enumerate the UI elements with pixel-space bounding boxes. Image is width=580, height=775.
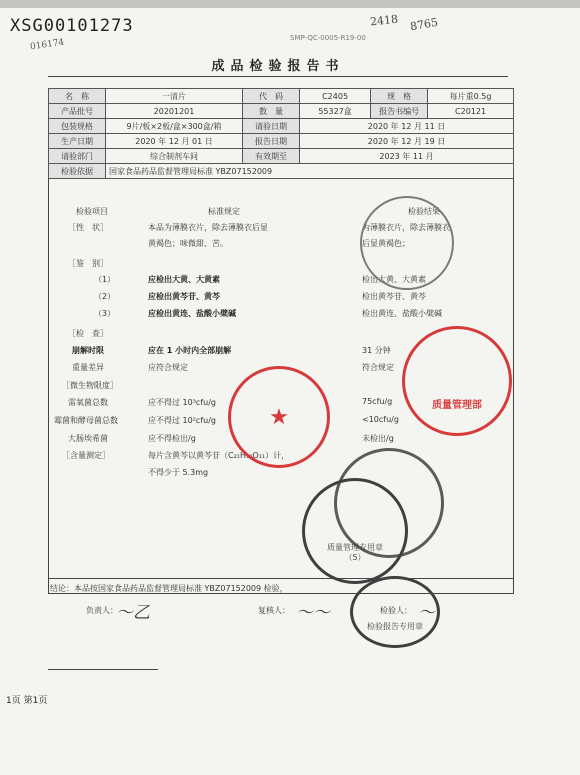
inspector-label: 检验人： bbox=[380, 606, 412, 615]
dept-value: 综合制剂车间 bbox=[106, 149, 243, 164]
footer-divider bbox=[48, 669, 158, 670]
prod-date-label: 生产日期 bbox=[49, 134, 106, 149]
disint-label: 崩解时限 bbox=[72, 346, 104, 355]
ecoli-res: 未检出/g bbox=[362, 434, 394, 443]
conclusion-line: 结论：本品按国家食品药品监督管理局标准 YBZ07152009 检验， bbox=[48, 578, 514, 594]
col-item-header: 检验项目 bbox=[76, 207, 108, 216]
report-title: 成品检验报告书 bbox=[48, 55, 508, 77]
code-label: 代 码 bbox=[243, 89, 300, 104]
responsible-signature: 〜乙 bbox=[116, 603, 150, 623]
disint-res: 31 分钟 bbox=[362, 346, 391, 355]
responsible-label: 负责人： bbox=[86, 606, 118, 615]
star-icon: ★ bbox=[269, 404, 289, 430]
request-date-label: 请验日期 bbox=[243, 119, 300, 134]
reviewer-signature: 〜〜 bbox=[296, 603, 330, 623]
mold-res: <10cfu/g bbox=[362, 415, 399, 424]
ecoli-label: 大肠埃希菌 bbox=[68, 434, 108, 443]
spec-value: 每片重0.5g bbox=[428, 89, 514, 104]
ident-std-3: 应检出黄连、盐酸小檗碱 bbox=[148, 309, 236, 318]
page-footer: 1页 第1页 bbox=[6, 696, 48, 706]
prod-date-value: 2020 年 12 月 01 日 bbox=[106, 134, 243, 149]
document-id: SMP-QC-0005-R19-00 bbox=[290, 34, 366, 42]
pharmacy-qc-stamp bbox=[402, 326, 512, 436]
ecoli-std: 应不得检出/g bbox=[148, 434, 196, 443]
ident-res-3: 检出黄连、盐酸小檗碱 bbox=[362, 309, 442, 318]
report-seal-text: 检验报告专用章 bbox=[367, 621, 423, 631]
handwritten-note-b: 8765 bbox=[409, 15, 439, 34]
code-value: C2405 bbox=[300, 89, 371, 104]
handwritten-note-a: 2418 bbox=[369, 12, 399, 29]
ident-res-2: 检出黄芩苷、黄芩 bbox=[362, 292, 426, 301]
appearance-res-2: 后显黄褐色； bbox=[362, 239, 410, 248]
check-label: ［检 查］ bbox=[68, 329, 108, 338]
appearance-std-1: 本品为薄膜衣片，除去薄膜衣后显 bbox=[148, 223, 268, 232]
report-date-value: 2020 年 12 月 19 日 bbox=[300, 134, 514, 149]
ident-no-3: （3） bbox=[94, 309, 116, 318]
dept-label: 请验部门 bbox=[49, 149, 106, 164]
ident-label: ［鉴 别］ bbox=[68, 259, 108, 268]
report-no-value: C20121 bbox=[428, 104, 514, 119]
report-no-label: 报告书编号 bbox=[371, 104, 428, 119]
content-label: ［含量测定］ bbox=[62, 451, 110, 460]
faint-report-stamp bbox=[360, 196, 454, 290]
appearance-std-2: 黄褐色；味微甜、苦。 bbox=[148, 239, 228, 248]
pack-label: 包装规格 bbox=[49, 119, 106, 134]
mold-label: 霉菌和酵母菌总数 bbox=[54, 416, 118, 425]
name-value: 一清片 bbox=[106, 89, 243, 104]
pharmacy-stamp-text: 质量管理部 bbox=[432, 399, 482, 411]
content-std-2: 不得少于 5.3mg bbox=[148, 468, 209, 477]
appearance-label: ［性 状］ bbox=[68, 223, 108, 232]
disint-std: 应在 1 小时内全部崩解 bbox=[148, 346, 232, 355]
qty-value: 55327盒 bbox=[300, 104, 371, 119]
ident-no-1: （1） bbox=[94, 275, 116, 284]
header-table bbox=[48, 88, 514, 179]
col-result-header: 检验结果 bbox=[408, 207, 440, 216]
batch-label: 产品批号 bbox=[49, 104, 106, 119]
mold-std: 应不得过 10²cfu/g bbox=[148, 416, 216, 425]
qty-label: 数 量 bbox=[243, 104, 300, 119]
basis-label: 检验依据 bbox=[49, 164, 106, 179]
handwritten-note-left: 016174 bbox=[29, 37, 65, 53]
qc-seal-text: 质量管理专用章 bbox=[327, 542, 383, 552]
red-company-stamp bbox=[228, 366, 330, 468]
aerobic-label: 需氧菌总数 bbox=[68, 398, 108, 407]
ident-no-2: （2） bbox=[94, 292, 116, 301]
aerobic-res: 75cfu/g bbox=[362, 397, 393, 406]
document-serial: XSG00101273 bbox=[10, 16, 134, 36]
appearance-res-1: 为薄膜衣片，除去薄膜衣 bbox=[362, 223, 450, 232]
basis-value: 国家食品药品监督管理局标准 YBZ07152009 bbox=[106, 164, 514, 179]
ident-std-1: 应检出大黄、大黄素 bbox=[148, 275, 220, 284]
ident-std-2: 应检出黄芩苷、黄芩 bbox=[148, 292, 220, 301]
col-standard-header: 标准规定 bbox=[208, 207, 240, 216]
weight-label: 重量差异 bbox=[72, 363, 104, 372]
micro-label: ［微生物限度］ bbox=[62, 381, 118, 390]
report-date-label: 报告日期 bbox=[243, 134, 300, 149]
qc-seal-number: （5） bbox=[344, 553, 366, 562]
aerobic-std: 应不得过 10³cfu/g bbox=[148, 398, 216, 407]
reviewer-label: 复核人： bbox=[258, 606, 290, 615]
weight-std: 应符合规定 bbox=[148, 363, 188, 372]
request-date-value: 2020 年 12 月 11 日 bbox=[300, 119, 514, 134]
weight-res: 符合规定 bbox=[362, 363, 394, 372]
name-label: 名 称 bbox=[49, 89, 106, 104]
ident-res-1: 检出大黄、大黄素 bbox=[362, 275, 426, 284]
spec-label: 规 格 bbox=[371, 89, 428, 104]
inspector-signature: 〜 bbox=[418, 603, 435, 623]
scan-edge-shadow bbox=[0, 0, 580, 8]
batch-value: 20201201 bbox=[106, 104, 243, 119]
valid-label: 有效期至 bbox=[243, 149, 300, 164]
valid-value: 2023 年 11 月 bbox=[300, 149, 514, 164]
content-std-1: 每片含黄芩以黄芩苷（C₂₁H₁₈O₁₁）计， bbox=[148, 451, 290, 460]
dark-company-stamp bbox=[334, 448, 444, 558]
pack-value: 9片/板×2板/盒×300盒/箱 bbox=[106, 119, 243, 134]
